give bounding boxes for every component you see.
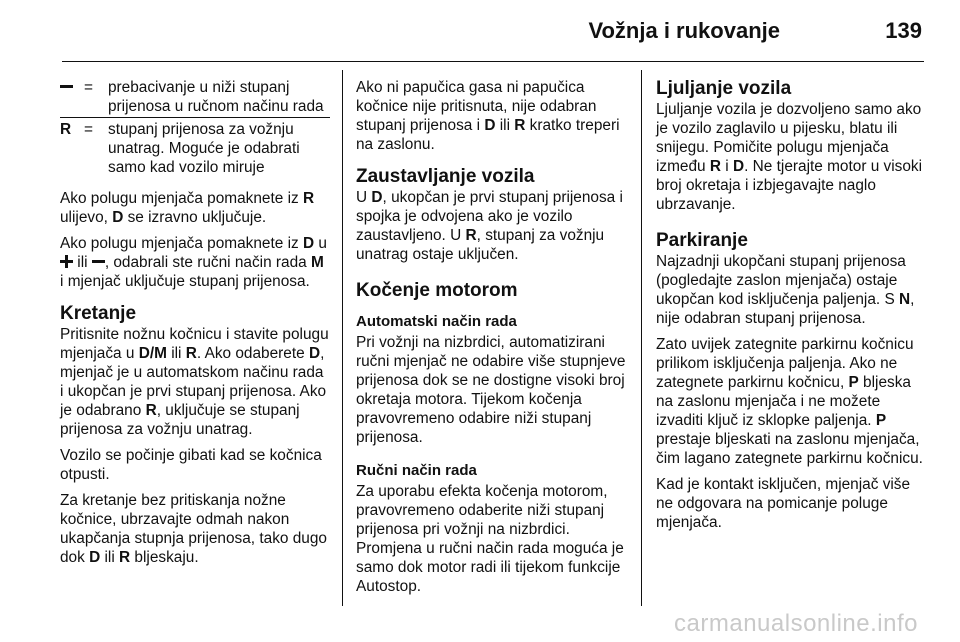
watermark: carmanualsonline.info [674, 610, 918, 637]
header-rule [62, 61, 924, 62]
definition-row-r [60, 120, 330, 177]
paragraph: Za uporabu efekta kočenja motorom, pravovremeno odaberite niži stupanj prijenosa pri vožnji na nizbrdici. Promjena u ručni način rada moguća je samo dok motor radi ili tijekom funkcije Autostop. [356, 483, 624, 595]
column-divider-2 [641, 70, 642, 606]
paragraph: Vozilo se počinje gibati kad se kočnica otpusti. [60, 447, 322, 483]
minus-icon [60, 85, 73, 88]
paragraph: Ako ni papučica gasa ni papučica kočnice nije pritisnuta, nije odabran stupanj prijenosa i D ili R kratko treperi na zaslonu. [356, 79, 620, 153]
subheading-rucni: Ručni način rada [356, 462, 477, 479]
paragraph: Pritisnite nožnu kočnicu i stavite polugu mjenjača u D/M ili R. Ako odaberete D, mjenjač je u automatskom načinu rada i ukopčan je prvi stupanj prijenosa. Ako je odabrano R, uključuje se stupanj prijenosa za vožnju unatrag. [60, 326, 329, 438]
section-heading-kretanje: Kretanje [60, 303, 137, 324]
definition-equals: = [84, 79, 93, 96]
paragraph: Najzadnji ukopčani stupanj prijenosa (pogledajte zaslon mjenjača) ostaje ukopčan kod isključenja paljenja. S N, nije odabran stupanj prijenosa. [656, 253, 915, 327]
section-heading-kocenje: Kočenje motorom [356, 280, 518, 301]
section-heading-zaustavljanje: Zaustavljanje vozila [356, 166, 535, 187]
subheading-automatski: Automatski način rada [356, 313, 517, 330]
column-1 [60, 78, 330, 574]
minus-icon [92, 260, 105, 263]
page-title: Vožnja i rukovanje [588, 18, 780, 43]
definition-text: stupanj prijenosa za vožnju unatrag. Moguće je odabrati samo kad vozilo miruje [108, 121, 300, 176]
page-number: 139 [885, 18, 922, 43]
definition-symbol [60, 78, 84, 116]
definition-symbol: R [60, 121, 72, 138]
paragraph: Zato uvijek zategnite parkirnu kočnicu prilikom isključenja paljenja. Ako ne zategnete parkirnu kočnicu, P bljeska na zaslonu mjenjača i ne možete izvaditi ključ iz sklopke paljenja. P prestaje bljeskati na zaslonu mjenjača, čim lagano zategnete parkirnu kočnicu. [656, 336, 923, 467]
definition-equals: = [84, 121, 93, 138]
paragraph: Ljuljanje vozila je dozvoljeno samo ako je vozilo zaglavilo u pijesku, blatu ili snijegu. Pomičite polugu mjenjača između R i D. Ne tjerajte motor u visoki broj okretaja i izbjegavajte naglo ubrzavanje. [656, 101, 923, 213]
plus-icon [60, 255, 73, 268]
definition-row-minus [60, 78, 330, 118]
section-heading-parkiranje: Parkiranje [656, 230, 748, 251]
paragraph: Ako polugu mjenjača pomaknete iz D u ili , odabrali ste ručni način rada M i mjenjač uključuje stupanj prijenosa. [60, 235, 327, 290]
paragraph: Ako polugu mjenjača pomaknete iz R ulijevo, D se izravno uključuje. [60, 190, 315, 226]
column-2 [356, 78, 628, 603]
definition-list [60, 78, 330, 177]
section-heading-ljuljanje: Ljuljanje vozila [656, 78, 792, 99]
column-divider-1 [342, 70, 343, 606]
paragraph: Kad je kontakt isključen, mjenjač više ne odgovara na pomicanje poluge mjenjača. [656, 476, 911, 531]
definition-text: prebacivanje u niži stupanj prijenosa u ručnom načinu rada [108, 79, 324, 115]
paragraph: U D, ukopčan je prvi stupanj prijenosa i spojka je odvojena ako je vozilo zaustavljeno. U R, stupanj za vožnju unatrag ostaje uključen. [356, 189, 623, 263]
paragraph: Pri vožnji na nizbrdici, automatizirani ručni mjenjač ne odabire više stupnjeve prijenosa dok se ne dostigne visoki broj okretaja motora. Tijekom kočenja pravovremeno odabire niži stupanj prijenosa. [356, 334, 626, 446]
paragraph: Za kretanje bez pritiskanja nožne kočnice, ubrzavajte odmah nakon ukapčanja stupnja prijenosa, tako dugo dok D ili R bljeskaju. [60, 492, 327, 566]
column-3 [656, 78, 928, 539]
